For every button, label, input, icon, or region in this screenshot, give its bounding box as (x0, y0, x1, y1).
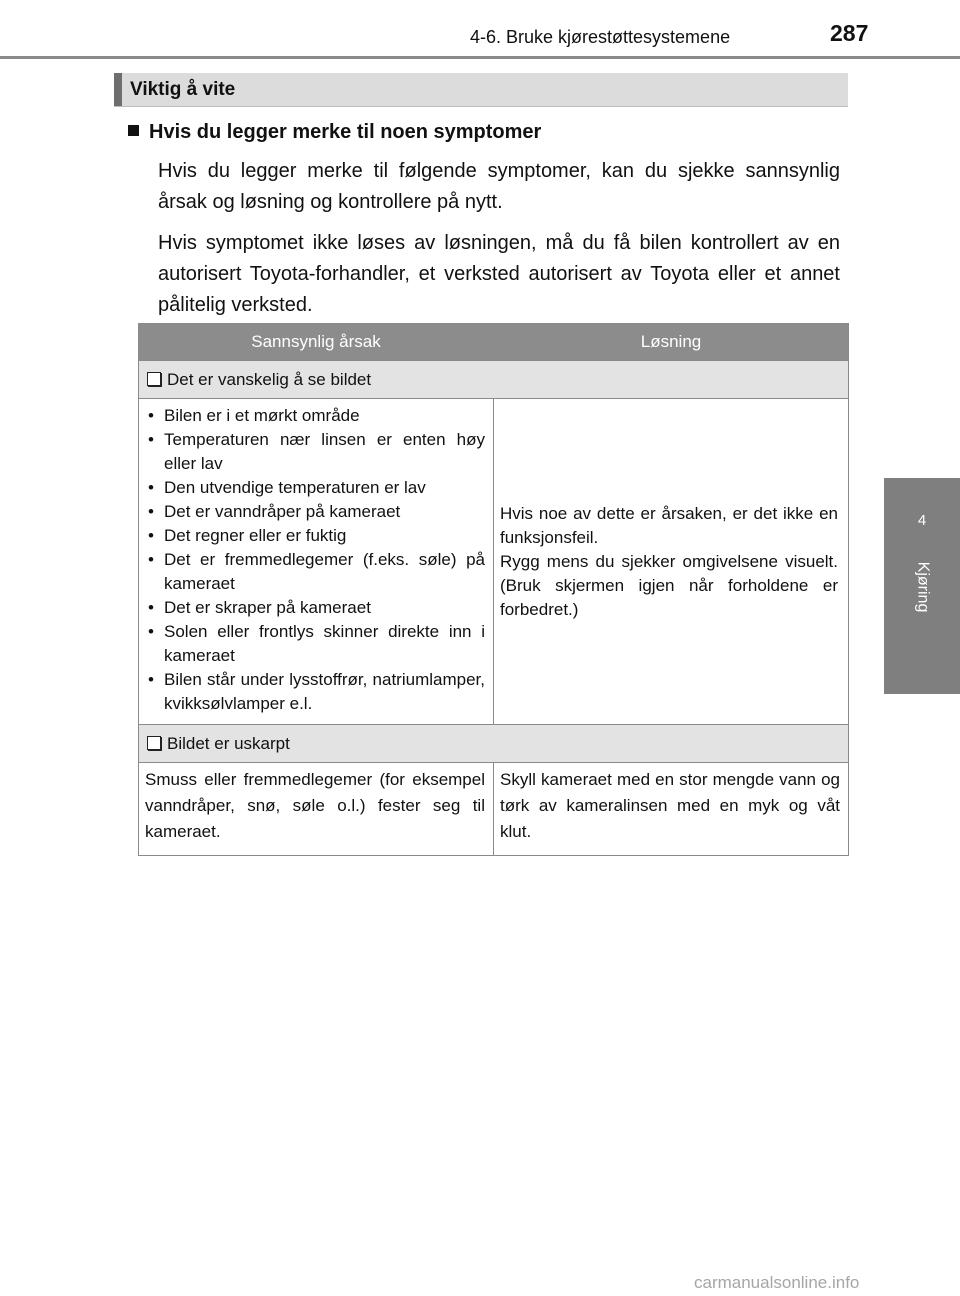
cause-cell: Smuss eller fremmedlegemer (for eksempel vanndråper, snø, søle o.l.) fester seg til kameraet. (139, 763, 494, 856)
section-title: 4-6. Bruke kjørestøttesystemene (470, 27, 731, 47)
column-header-cause: Sannsynlig årsak (139, 324, 494, 361)
solution-line: Rygg mens du sjekker omgivelsene visuelt. (Bruk skjermen igjen når forholdene er forbedret.) (500, 551, 838, 619)
list-item: • Det er vanndråper på kameraet (146, 500, 485, 524)
group-title-text: Bildet er uskarpt (167, 733, 290, 753)
symptom-section (128, 118, 840, 321)
square-bullet-icon (128, 125, 139, 136)
checkbox-icon (147, 736, 161, 750)
page-number: 287 (830, 20, 869, 46)
list-item: • Temperaturen nær linsen er enten høy eller lav (146, 428, 485, 476)
table-row (139, 399, 849, 725)
table-header-row (139, 324, 849, 361)
group-row (139, 725, 849, 763)
list-item: • Det regner eller er fuktig (146, 524, 485, 548)
cause-list (146, 404, 485, 716)
chapter-label: Kjøring (914, 561, 931, 613)
cause-cell (139, 399, 494, 725)
watermark: carmanualsonline.info (694, 1273, 860, 1292)
list-item: • Det er fremmedlegemer (f.eks. søle) på kameraet (146, 548, 485, 596)
header-divider (0, 56, 960, 59)
group-title (139, 725, 849, 763)
dealer-paragraph: Hvis symptomet ikke løses av løsningen, må du få bilen kontrollert av en autorisert Toyota-forhandler, et verksted autorisert av Toyota eller et annet pålitelig verksted. (158, 232, 840, 316)
table-row (139, 763, 849, 856)
list-item: • Det er skraper på kameraet (146, 596, 485, 620)
list-item: • Bilen står under lysstoffrør, natriumlamper, kvikksølvlamper e.l. (146, 668, 485, 716)
note-banner (114, 73, 848, 107)
list-item: • Bilen er i et mørkt område (146, 404, 485, 428)
solution-line: Hvis noe av dette er årsaken, er det ikke en funksjonsfeil. (500, 503, 838, 547)
list-item: • Solen eller frontlys skinner direkte inn i kameraet (146, 620, 485, 668)
chapter-tab (884, 478, 960, 694)
checkbox-icon (147, 372, 161, 386)
column-header-solution: Løsning (494, 324, 849, 361)
group-title-text: Det er vanskelig å se bildet (167, 369, 372, 389)
note-accent-bar (114, 73, 122, 106)
group-row (139, 361, 849, 399)
section-heading (128, 118, 840, 146)
chapter-number: 4 (917, 512, 927, 529)
list-item: • Den utvendige temperaturen er lav (146, 476, 485, 500)
section-heading-text: Hvis du legger merke til noen symptomer (149, 121, 542, 143)
solution-cell: Skyll kameraet med en stor mengde vann og tørk av kameralinsen med en myk og våt klut. (494, 763, 849, 856)
symptom-table (138, 323, 849, 856)
intro-paragraph: Hvis du legger merke til følgende symptomer, kan du sjekke sannsynlig årsak og løsning og kontrollere på nytt. (158, 160, 840, 213)
solution-cell (494, 399, 849, 725)
group-title (139, 361, 849, 399)
note-title: Viktig å vite (130, 79, 236, 100)
